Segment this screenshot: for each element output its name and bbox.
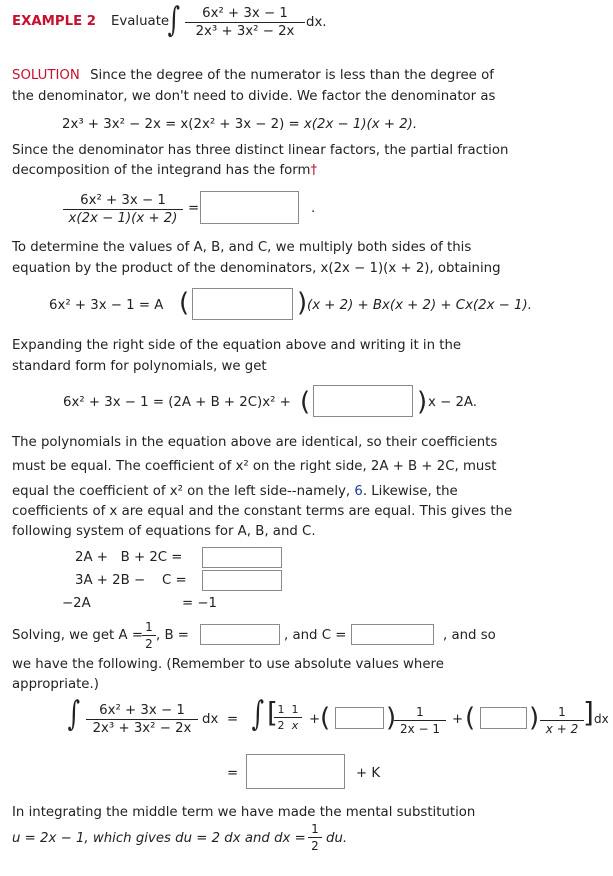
example-integrand — [185, 6, 305, 39]
subst-frac-den: 2 — [311, 839, 319, 853]
system-row2-input[interactable] — [202, 570, 282, 591]
determine-eq-left: 6x² + 3x − 1 = A — [49, 298, 164, 313]
solution-line4 — [12, 163, 317, 178]
expanding-line2: standard form for polynomials, we get — [12, 359, 267, 374]
subst-du: du. — [326, 831, 348, 846]
expanding-eq-left: 6x² + 3x − 1 = (2A + B + 2C)x² + — [63, 395, 291, 410]
solving-text: Solving, we get A = — [12, 628, 143, 643]
solution-label: SOLUTION — [12, 68, 80, 83]
one-over-x-num: 1 — [288, 703, 302, 718]
one-over-x-den: x — [291, 719, 299, 732]
integral-sign-icon: ∫ — [251, 694, 265, 734]
expanding-x-coef-input[interactable] — [313, 385, 413, 417]
factor-equation — [62, 117, 417, 132]
determine-line2: equation by the product of the denominators, x(2x − 1)(x + 2), obtaining — [12, 261, 501, 276]
coef-value-6: 6 — [354, 484, 363, 499]
determine-a-input[interactable] — [192, 288, 293, 320]
system-row1: 2A + B + 2C = — [75, 550, 183, 565]
left-bracket-icon: [ — [267, 696, 278, 729]
half-den: 2 — [277, 719, 285, 732]
c-value-input[interactable] — [351, 624, 434, 645]
pf-fraction — [63, 193, 183, 226]
term2-fraction — [394, 705, 446, 736]
b-label: , B = — [156, 628, 189, 643]
final-dx-end: dx — [594, 712, 609, 726]
solution-line3: Since the denominator has three distinct linear factors, the partial fraction — [12, 143, 509, 158]
final-equals: = — [227, 712, 239, 727]
determine-eq-right: (x + 2) + Bx(x + 2) + Cx(2x − 1). — [307, 298, 532, 313]
pf-period: . — [311, 201, 316, 216]
right-paren-icon: ) — [529, 703, 540, 733]
pf-answer-input[interactable] — [200, 191, 299, 224]
term2-num: 1 — [394, 705, 446, 721]
expanding-line1: Expanding the right side of the equation above and writing it in the — [12, 338, 462, 353]
integral-sign-icon: ∫ — [67, 694, 81, 734]
pf-equals: = — [188, 201, 200, 216]
final-integrand-den: 2x³ + 3x² − 2x — [92, 721, 192, 736]
system-row2: 3A + 2B − C = — [75, 573, 187, 588]
coef-line5: following system of equations for A, B, and C. — [12, 524, 316, 539]
half-num: 1 — [274, 703, 288, 718]
solving-line3: appropriate.) — [12, 677, 99, 692]
determine-line1: To determine the values of A, B, and C, we multiply both sides of this — [12, 240, 472, 255]
term3-den: x + 2 — [545, 722, 579, 736]
system-row3-left: −2A — [62, 596, 91, 611]
a-value-den: 2 — [145, 637, 153, 651]
solution-line1 — [12, 68, 494, 83]
solving-line2: we have the following. (Remember to use absolute values where — [12, 657, 444, 672]
coef-line3c: . Likewise, the — [362, 484, 458, 499]
example-integrand-num: 6x² + 3x − 1 — [185, 6, 305, 23]
subst-frac-num: 1 — [308, 822, 322, 838]
subst-line2: u = 2x − 1, which gives du = 2 dx and dx = — [12, 831, 306, 846]
evaluate-label: Evaluate — [111, 14, 170, 29]
solution-line2: the denominator, we don't need to divide. We factor the denominator as — [12, 89, 496, 104]
right-paren-icon: ) — [417, 387, 428, 417]
factor-eq-b: x(2x − 1)(x + 2). — [303, 117, 418, 132]
subst-line1: In integrating the middle term we have made the mental substitution — [12, 805, 476, 820]
right-paren-icon: ) — [386, 703, 397, 733]
final-term2-input[interactable] — [335, 707, 384, 729]
coef-line1: The polynomials in the equation above are identical, so their coefficients — [12, 435, 498, 450]
pf-denominator: x(2x − 1)(x + 2) — [68, 211, 178, 226]
coef-line3a: equal the coefficient of x² on the left side--namely, — [12, 484, 355, 499]
factor-eq-a: 2x³ + 3x² − 2x = x(2x² + 3x − 2) = — [62, 117, 304, 132]
a-value-fraction — [142, 620, 156, 651]
a-value-num: 1 — [142, 620, 156, 636]
left-paren-icon: ( — [179, 288, 190, 318]
coef-line3 — [12, 484, 458, 499]
coef-line4: coefficients of x are equal and the constant terms are equal. This gives the — [12, 504, 513, 519]
plus-sign: + — [309, 712, 321, 727]
final-answer-input[interactable] — [246, 754, 345, 789]
left-paren-icon: ( — [320, 703, 331, 733]
half-fraction — [274, 703, 288, 732]
example-label: EXAMPLE 2 — [12, 14, 97, 29]
system-row3-right: = −1 — [182, 596, 217, 611]
right-bracket-icon: ] — [583, 696, 594, 729]
solution-line4-text: decomposition of the integrand has the form — [12, 163, 311, 178]
b-value-input[interactable] — [200, 624, 280, 645]
term3-fraction — [540, 705, 584, 736]
one-over-x-fraction — [288, 703, 302, 732]
expanding-eq-right: x − 2A. — [428, 395, 478, 410]
term3-num: 1 — [540, 705, 584, 721]
left-paren-icon: ( — [465, 703, 476, 733]
final-equals2: = — [227, 766, 239, 781]
dagger-footnote-link[interactable]: † — [310, 163, 318, 178]
coef-line2: must be equal. The coefficient of x² on the right side, 2A + B + 2C, must — [12, 459, 497, 474]
right-paren-icon: ) — [297, 288, 308, 318]
pf-numerator: 6x² + 3x − 1 — [63, 193, 183, 210]
and-so-text: , and so — [443, 628, 496, 643]
left-paren-icon: ( — [300, 387, 311, 417]
example-integrand-den: 2x³ + 3x² − 2x — [195, 24, 295, 39]
final-integrand — [86, 703, 198, 736]
final-term3-input[interactable] — [480, 707, 527, 729]
integral-sign-icon: ∫ — [167, 0, 181, 40]
final-dx: dx — [202, 712, 219, 727]
solution-text1: Since the degree of the numerator is less than the degree of — [90, 68, 494, 83]
system-row1-input[interactable] — [202, 547, 282, 568]
final-integrand-num: 6x² + 3x − 1 — [86, 703, 198, 720]
term2-den: 2x − 1 — [399, 722, 441, 736]
subst-fraction — [308, 822, 322, 853]
c-label: , and C = — [284, 628, 347, 643]
example-dx: dx. — [306, 15, 327, 30]
plus-k: + K — [356, 766, 381, 781]
plus-sign: + — [452, 712, 464, 727]
